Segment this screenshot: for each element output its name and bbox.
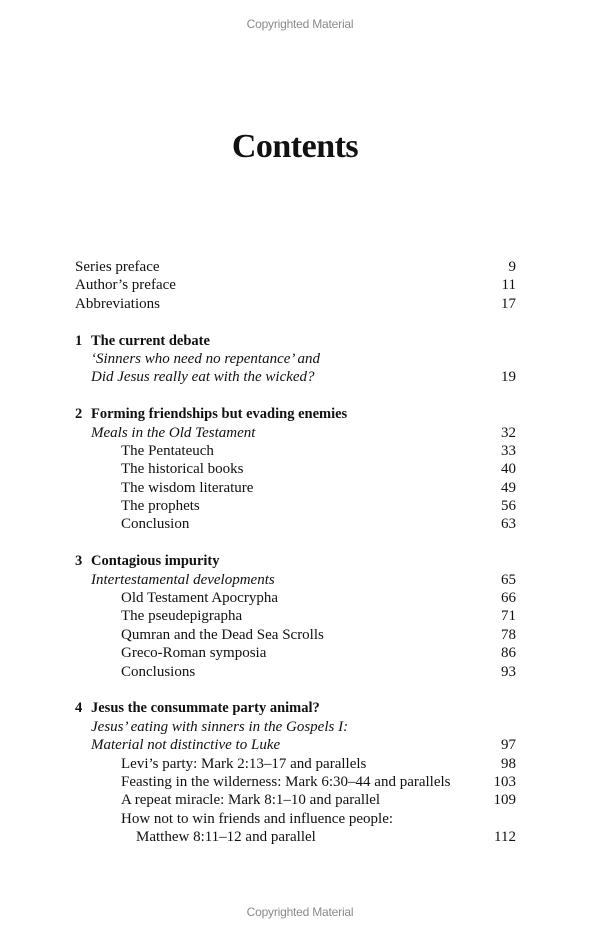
toc-entry-page: 109 — [493, 792, 516, 809]
toc-entry-label: The prophets — [121, 498, 200, 515]
toc-section-entry[interactable] — [75, 460, 516, 478]
toc-section-entry[interactable] — [75, 791, 516, 809]
subtitle-text: Meals in the Old Testament — [91, 424, 256, 441]
copyright-watermark-top: Copyrighted Material — [246, 17, 354, 31]
toc-section-entry[interactable] — [75, 773, 516, 791]
page-title: Contents — [231, 128, 359, 165]
chapter-number: 3 — [75, 553, 83, 570]
copyright-watermark-bottom: Copyrighted Material — [246, 905, 354, 919]
toc-entry-label: A repeat miracle: Mark 8:1–10 and parallel — [121, 792, 381, 809]
chapter-number: 4 — [75, 700, 83, 717]
toc-section-entry[interactable] — [75, 442, 516, 460]
toc-entry-page: 63 — [501, 516, 516, 533]
toc-entry-label: Abbreviations — [75, 295, 160, 312]
subtitle-text: Did Jesus really eat with the wicked? — [91, 369, 315, 386]
toc-entry-label: Qumran and the Dead Sea Scrolls — [121, 626, 324, 643]
toc-entry-page: 93 — [501, 663, 516, 680]
toc-entry-page: 78 — [501, 626, 516, 643]
toc-entry-page: 56 — [501, 498, 516, 515]
chapter-subtitle-line[interactable] — [75, 424, 516, 442]
spacer — [75, 387, 516, 405]
toc-entry-page: 112 — [494, 829, 516, 846]
toc-entry-page: 66 — [501, 590, 516, 607]
toc-entry-page: 98 — [501, 755, 516, 772]
chapter-heading-1[interactable] — [75, 332, 516, 350]
toc-entry-page: 9 — [508, 259, 516, 275]
toc-entry-page: 19 — [501, 369, 516, 386]
chapter-subtitle-line — [75, 350, 516, 368]
chapter-number: 2 — [75, 406, 83, 423]
toc-entry-label: Matthew 8:11–12 and parallel — [136, 829, 316, 846]
chapter-heading-3[interactable] — [75, 552, 516, 570]
toc-entry-page: 71 — [501, 608, 516, 625]
toc-entry-page: 97 — [501, 737, 516, 754]
toc-entry-label: Old Testament Apocrypha — [121, 590, 278, 607]
chapter-number: 1 — [75, 332, 83, 349]
toc-entry-label: Feasting in the wilderness: Mark 6:30–44 and parallels — [121, 773, 451, 790]
toc-entry-label: The historical books — [121, 461, 244, 478]
toc-section-entry[interactable] — [75, 810, 516, 828]
toc-section-entry-continuation[interactable] — [75, 828, 516, 846]
toc-section-entry[interactable] — [75, 515, 516, 533]
toc-section-entry[interactable] — [75, 589, 516, 607]
toc-section-entry[interactable] — [75, 755, 516, 773]
toc-entry-label: Conclusion — [121, 516, 190, 533]
chapter-heading-4[interactable] — [75, 699, 516, 717]
toc-section-entry[interactable] — [75, 479, 516, 497]
toc-entry-page: 11 — [501, 277, 516, 294]
chapter-subtitle-line — [75, 718, 516, 736]
table-of-contents — [75, 258, 516, 847]
toc-section-entry[interactable] — [75, 644, 516, 662]
toc-entry-label: Greco-Roman symposia — [121, 645, 267, 662]
toc-entry-page: 103 — [493, 773, 516, 790]
subtitle-text: Material not distinctive to Luke — [91, 737, 281, 754]
chapter-title: Forming friendships but evading enemies — [91, 406, 348, 423]
subtitle-text: Intertestamental developments — [91, 571, 275, 588]
chapter-subtitle-line[interactable] — [75, 736, 516, 754]
spacer — [75, 534, 516, 552]
toc-entry-authors-preface[interactable] — [75, 276, 516, 294]
spacer — [75, 313, 516, 331]
toc-entry-label: The pseudepigrapha — [121, 608, 243, 625]
toc-entry-series-preface[interactable] — [75, 258, 516, 276]
toc-entry-label: The Pentateuch — [121, 442, 214, 459]
toc-entry-label: Author’s preface — [75, 277, 176, 294]
chapter-title: Jesus the consummate party animal? — [91, 700, 320, 717]
toc-entry-page: 33 — [501, 442, 516, 459]
toc-entry-page: 65 — [501, 571, 516, 588]
chapter-title: The current debate — [91, 332, 210, 349]
toc-section-entry[interactable] — [75, 607, 516, 625]
toc-section-entry[interactable] — [75, 497, 516, 515]
toc-entry-abbreviations[interactable] — [75, 295, 516, 313]
toc-entry-label: Conclusions — [121, 663, 196, 680]
chapter-subtitle-line[interactable] — [75, 571, 516, 589]
subtitle-text: ‘Sinners who need no repentance’ and — [91, 350, 320, 367]
toc-entry-page: 86 — [501, 645, 516, 662]
chapter-subtitle-line[interactable] — [75, 368, 516, 386]
toc-entry-label: The wisdom literature — [121, 479, 254, 496]
toc-entry-page: 40 — [501, 461, 516, 478]
toc-section-entry[interactable] — [75, 663, 516, 681]
chapter-heading-2[interactable] — [75, 405, 516, 423]
subtitle-text: Jesus’ eating with sinners in the Gospels I: — [91, 718, 349, 735]
toc-entry-page: 17 — [501, 295, 516, 312]
chapter-title: Contagious impurity — [91, 553, 220, 570]
toc-section-entry[interactable] — [75, 626, 516, 644]
toc-entry-label: Series preface — [75, 259, 160, 275]
toc-entry-label: Levi’s party: Mark 2:13–17 and parallels — [121, 755, 367, 772]
toc-entry-page: 49 — [501, 479, 516, 496]
toc-entry-page: 32 — [501, 424, 516, 441]
spacer — [75, 681, 516, 699]
toc-entry-label: How not to win friends and influence people: — [121, 810, 394, 827]
